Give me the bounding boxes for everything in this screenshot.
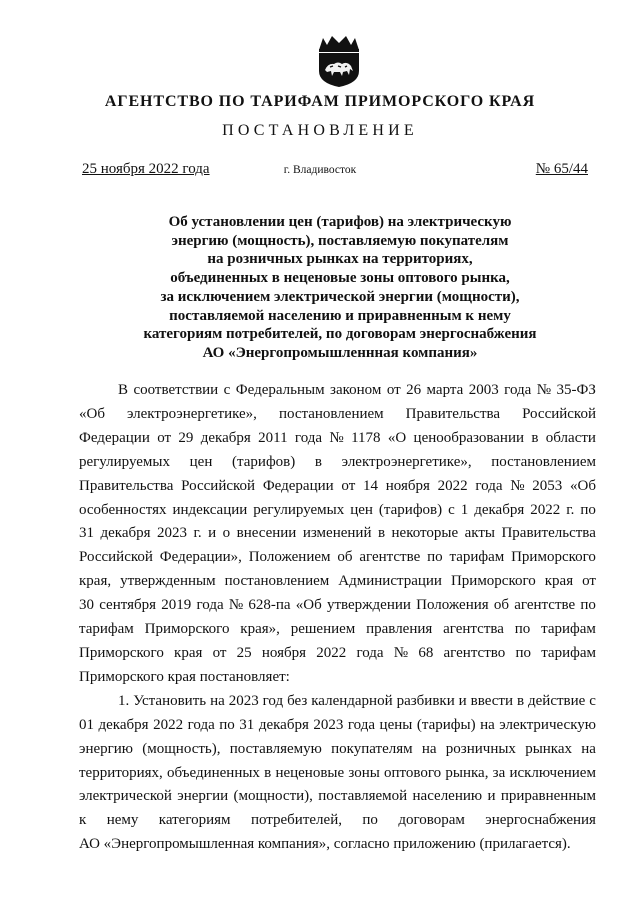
word: цен <box>189 453 213 470</box>
title-line: АО «Энергопромышленнная компания» <box>202 344 478 361</box>
text-line <box>79 499 596 523</box>
word: г. <box>193 525 202 542</box>
word: 2019 <box>161 597 192 614</box>
word: электроэнергетике», <box>341 453 472 470</box>
word: об <box>493 597 510 614</box>
word: договорам <box>398 812 465 829</box>
word: оптового <box>384 764 442 781</box>
word: поставляемой <box>318 788 408 805</box>
word: года <box>294 429 323 446</box>
word: (мощность), <box>142 740 221 757</box>
word: некоторые <box>391 525 459 542</box>
word: «Энергопромышленная <box>103 836 258 853</box>
word: 29 <box>178 429 194 446</box>
word: по <box>515 644 531 661</box>
word: ноября <box>385 477 430 494</box>
word: края <box>544 573 574 590</box>
word: 2023 <box>156 525 187 542</box>
word: исключением <box>509 764 596 781</box>
word: (тарифов) <box>378 501 443 518</box>
word: рынка, <box>445 764 489 781</box>
word: населению <box>412 788 483 805</box>
document-date: 25 ноября 2022 года <box>82 161 210 177</box>
word: тарифам <box>449 549 505 566</box>
word: нему <box>106 812 139 829</box>
title-line: энергию (мощность), поставляемую покупателям <box>171 232 509 249</box>
word: правления <box>366 621 433 638</box>
word: электроэнергетике», <box>126 405 257 422</box>
word: Российской <box>79 549 153 566</box>
word: зоны <box>348 764 380 781</box>
text-line <box>79 403 596 427</box>
word: тарифам <box>79 621 134 638</box>
word: Федеральным <box>235 382 325 398</box>
word: Положения <box>416 597 489 614</box>
word: «Об <box>79 405 105 422</box>
agency-name: АГЕНТСТВО ПО ТАРИФАМ ПРИМОРСКОГО КРАЯ <box>104 93 536 110</box>
text-line <box>79 714 596 738</box>
word: акты <box>464 525 495 542</box>
word: Приморского <box>144 621 230 638</box>
word: внесении <box>236 525 297 542</box>
word: за <box>492 764 506 781</box>
word: Правительства <box>405 405 501 422</box>
word: решением <box>290 621 356 638</box>
word: постановлением <box>224 573 330 590</box>
word: от <box>212 644 227 661</box>
word: декабря <box>200 429 251 446</box>
word: ценообразовании <box>413 429 525 446</box>
word: года <box>356 644 384 661</box>
word: по <box>427 549 443 566</box>
text-line <box>79 785 596 809</box>
word: с <box>589 692 596 709</box>
title-line: на розничных рынках на территориях, <box>207 251 473 268</box>
word: год <box>262 692 284 709</box>
word: на <box>210 692 225 709</box>
word: агентстве <box>359 549 421 566</box>
word: по <box>580 501 596 518</box>
text-line <box>79 833 596 857</box>
word: территориях, <box>79 764 163 781</box>
word: разбивки <box>396 692 455 709</box>
word: Установить <box>133 692 207 709</box>
word: неценовые <box>275 764 345 781</box>
word: 2003 <box>468 382 499 398</box>
word: года <box>196 597 224 614</box>
word: в <box>264 764 272 781</box>
word: и <box>208 525 217 542</box>
word: области <box>545 429 596 446</box>
word: в <box>531 429 539 446</box>
text-line <box>79 738 596 762</box>
word: 2022 <box>530 501 561 518</box>
word: Положением <box>248 549 331 566</box>
word: № <box>393 644 409 661</box>
word: от <box>386 382 401 398</box>
word: агентстве <box>514 597 576 614</box>
word: Федерации <box>262 477 334 494</box>
text-line <box>79 451 596 475</box>
document-type: ПОСТАНОВЛЕНИЕ <box>222 122 418 139</box>
word: края», <box>240 621 280 638</box>
word: марта <box>426 382 464 398</box>
word: утверждении <box>326 597 411 614</box>
word: изменений <box>302 525 372 542</box>
word: г. <box>566 501 575 518</box>
word: с <box>448 501 455 518</box>
word: тарифам <box>541 621 596 638</box>
word: в <box>377 525 386 542</box>
word: по <box>580 597 596 614</box>
word: 30 <box>79 597 94 614</box>
word: агентство <box>443 644 506 661</box>
word: от <box>341 477 356 494</box>
word: электрическую <box>499 716 596 733</box>
word: календарной <box>311 692 393 709</box>
word: индексации <box>172 501 248 518</box>
word: 01 <box>79 716 94 733</box>
text-line <box>79 809 596 833</box>
word: В <box>118 382 129 398</box>
title-line: за исключением электрической энергии (мощности), <box>160 288 520 305</box>
word: агентства <box>443 621 504 638</box>
word: регулируемых <box>79 453 170 470</box>
document-title <box>110 213 570 363</box>
title-line: объединенных в неценовые зоны оптового рынка, <box>170 270 510 287</box>
word: «О <box>387 429 407 446</box>
word: рынках <box>525 740 573 757</box>
word: «Об <box>295 597 322 614</box>
word: 31 <box>239 716 255 733</box>
word: поставляемую <box>229 740 322 757</box>
text-line <box>79 642 596 666</box>
word: ноября <box>261 644 307 661</box>
word: года <box>475 477 503 494</box>
word: в <box>516 692 525 709</box>
title-line: поставляемой населению и приравненным к нему <box>169 307 511 324</box>
word: года <box>504 382 532 398</box>
word: по <box>514 621 531 638</box>
word: тарифам <box>541 644 596 661</box>
word: ввести <box>470 692 514 709</box>
word: 1 <box>460 501 469 518</box>
word: постановлением <box>491 453 596 470</box>
word: цены <box>379 716 413 733</box>
word: года <box>347 716 376 733</box>
word: об <box>337 549 353 566</box>
word: с <box>223 382 231 398</box>
word: края <box>167 668 200 685</box>
title-line: категориям потребителей, по договорам энергоснабжения <box>143 326 537 343</box>
clause-1-paragraph <box>79 690 596 857</box>
word: (мощности), <box>233 788 313 805</box>
word: декабря <box>100 525 151 542</box>
word: на <box>581 740 596 757</box>
text-line <box>79 618 596 642</box>
word: Приморского <box>79 644 164 661</box>
word: сентября <box>99 597 157 614</box>
word: (прилагается). <box>479 836 571 853</box>
word: 2022 <box>437 477 468 494</box>
word: 68 <box>418 644 434 661</box>
word: регулируемых <box>253 501 345 518</box>
word: постановлением <box>278 405 384 422</box>
word: цен <box>350 501 373 518</box>
word: энергии <box>177 788 229 805</box>
text-line <box>79 522 596 546</box>
word: 2023 <box>228 692 259 709</box>
text-line <box>79 762 596 786</box>
word: энергию <box>79 740 134 757</box>
word: (тарифов) <box>232 453 296 470</box>
title-line: Об установлении цен (тарифов) на электрическую <box>168 214 512 230</box>
word: законом <box>330 382 382 398</box>
text-line <box>79 427 596 451</box>
word: от <box>582 573 596 590</box>
word: на <box>421 740 437 757</box>
word: к <box>79 812 87 829</box>
word: Российской <box>522 405 596 422</box>
word: 14 <box>362 477 378 494</box>
primorsky-krai-coat-of-arms-icon <box>316 30 362 88</box>
word: Приморского <box>450 573 536 590</box>
word: декабря <box>98 716 149 733</box>
document-city: г. Владивосток <box>283 164 357 176</box>
word: Правительства <box>501 525 596 542</box>
word: особенностях <box>79 501 167 518</box>
word: от <box>157 429 172 446</box>
word: № <box>536 382 552 398</box>
word: края <box>174 644 203 661</box>
word: 2011 <box>258 429 288 446</box>
word: № <box>510 477 525 494</box>
word: на <box>480 716 495 733</box>
word: декабря <box>474 501 525 518</box>
word: 2053 <box>532 477 563 494</box>
word: приложению <box>393 836 480 853</box>
word: в <box>314 453 322 470</box>
word: о <box>222 525 231 542</box>
text-line <box>79 546 596 570</box>
text-line <box>79 570 596 594</box>
text-line <box>79 379 596 403</box>
word: «Об <box>570 477 596 494</box>
document-body <box>79 379 596 857</box>
word: энергоснабжения <box>485 812 596 829</box>
word: компания», <box>257 836 334 853</box>
word: Российской <box>181 477 256 494</box>
word: действие <box>528 692 586 709</box>
document-number: № 65/44 <box>535 161 588 177</box>
word: постановляет: <box>199 668 290 685</box>
word: декабря <box>258 716 309 733</box>
word: 26 <box>406 382 422 398</box>
word: согласно <box>333 836 394 853</box>
word: 628-па <box>248 597 291 614</box>
word: № <box>228 597 244 614</box>
word: и <box>458 692 467 709</box>
word: категориям <box>158 812 231 829</box>
word: Федерации», <box>159 549 242 566</box>
word: 1. <box>118 692 130 709</box>
text-line <box>79 666 596 690</box>
word: Администрации <box>338 573 442 590</box>
word: утвержденным <box>120 573 216 590</box>
word: без <box>287 692 308 709</box>
word: приравненным <box>500 788 596 805</box>
word: и <box>487 788 496 805</box>
word: АО <box>79 836 104 853</box>
word: Федерации <box>79 429 150 446</box>
text-line <box>79 690 596 714</box>
text-line <box>79 594 596 618</box>
word: Приморского <box>511 549 596 566</box>
word: 2022 <box>316 644 347 661</box>
word: 2023 <box>313 716 344 733</box>
word: (тарифы) <box>416 716 476 733</box>
word: потребителей, <box>250 812 342 829</box>
word: 1178 <box>351 429 381 446</box>
word: года <box>187 716 215 733</box>
word: 35-ФЗ <box>556 382 596 398</box>
word: объединенных <box>166 764 260 781</box>
text-line <box>79 475 596 499</box>
word: Приморского <box>79 668 168 685</box>
word: розничных <box>445 740 516 757</box>
word: № <box>329 429 344 446</box>
word: 25 <box>236 644 252 661</box>
preamble-paragraph <box>79 379 596 690</box>
word: 31 <box>79 525 94 542</box>
word: электрической <box>79 788 172 805</box>
word: 2022 <box>153 716 184 733</box>
word: покупателям <box>331 740 413 757</box>
word: соответствии <box>133 382 219 398</box>
word: по <box>362 812 378 829</box>
word: по <box>219 716 235 733</box>
word: края, <box>79 573 112 590</box>
word: Правительства <box>79 477 174 494</box>
